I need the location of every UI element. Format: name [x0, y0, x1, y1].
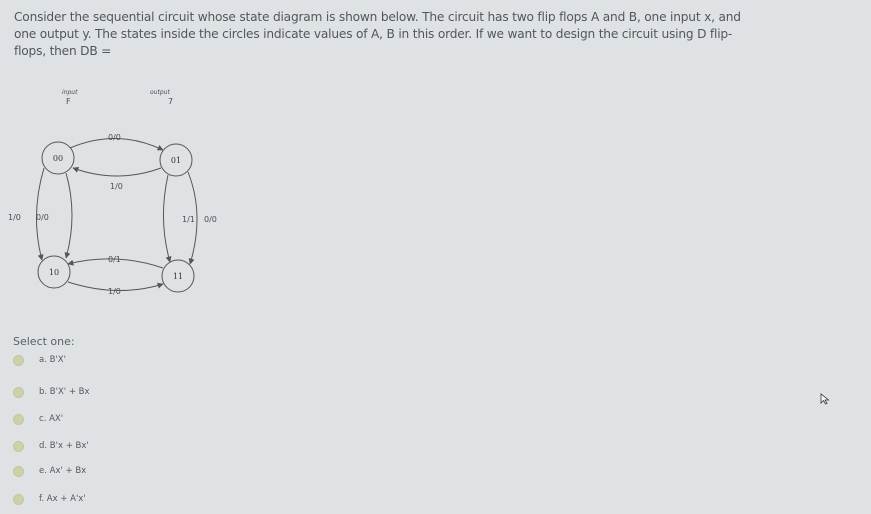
input-symbol: F: [66, 97, 71, 106]
output-legend: output: [150, 89, 170, 96]
edge-01-11-label: 1/1: [182, 215, 195, 224]
mouse-cursor-icon: [820, 393, 830, 405]
state-10: [38, 256, 70, 288]
edge-11-10-label: 0/1: [108, 255, 121, 264]
edge-00-self-label: 1/0: [8, 213, 21, 222]
question-text: Consider the sequential circuit whose state diagram is shown below. The circuit has two flip flops A and B, one input x, and one output y. The states inside the circles indicate values of A, B in this order. If we want to design the circuit using D flip- flops, then DB =: [14, 10, 741, 58]
option-f-label: f. Ax + A'x': [39, 494, 86, 504]
state-01: [160, 144, 192, 176]
state-10-label: 10: [48, 268, 60, 277]
state-00: [42, 142, 74, 174]
radio-icon[interactable]: [13, 355, 24, 366]
option-a-label: a. B'X': [39, 355, 66, 365]
radio-icon[interactable]: [13, 387, 24, 398]
option-b-label: b. B'X' + Bx: [39, 387, 90, 397]
option-d[interactable]: [13, 437, 89, 455]
option-b[interactable]: [13, 383, 90, 401]
edge-10-11-label: 1/0: [108, 287, 121, 296]
option-a[interactable]: [13, 351, 66, 369]
state-11-label: 11: [172, 272, 184, 281]
state-01-label: 01: [170, 156, 182, 165]
state-11: [162, 260, 194, 292]
radio-icon[interactable]: [13, 466, 24, 477]
option-e[interactable]: [13, 462, 86, 480]
edge-01-00: [73, 168, 161, 176]
output-symbol: 7: [168, 97, 174, 106]
option-d-label: d. B'x + Bx': [39, 441, 89, 451]
state-diagram: [0, 80, 260, 310]
option-c-label: c. AX': [39, 414, 64, 424]
radio-icon[interactable]: [13, 414, 24, 425]
edge-00-01-label: 0/0: [108, 133, 121, 142]
edge-00-10: [66, 173, 72, 258]
radio-icon[interactable]: [13, 494, 24, 505]
radio-icon[interactable]: [13, 441, 24, 452]
option-c[interactable]: [13, 410, 63, 428]
edge-01-00-label: 1/0: [110, 182, 123, 191]
option-f[interactable]: [13, 490, 86, 508]
state-00-label: 00: [52, 154, 64, 163]
select-one-label: Select one:: [13, 335, 75, 348]
option-e-label: e. Ax' + Bx: [39, 466, 87, 476]
edge-00-10-label: 0/0: [36, 213, 49, 222]
edge-01-self-label: 0/0: [204, 215, 217, 224]
input-legend: input: [62, 89, 78, 96]
edge-01-11: [163, 175, 170, 262]
